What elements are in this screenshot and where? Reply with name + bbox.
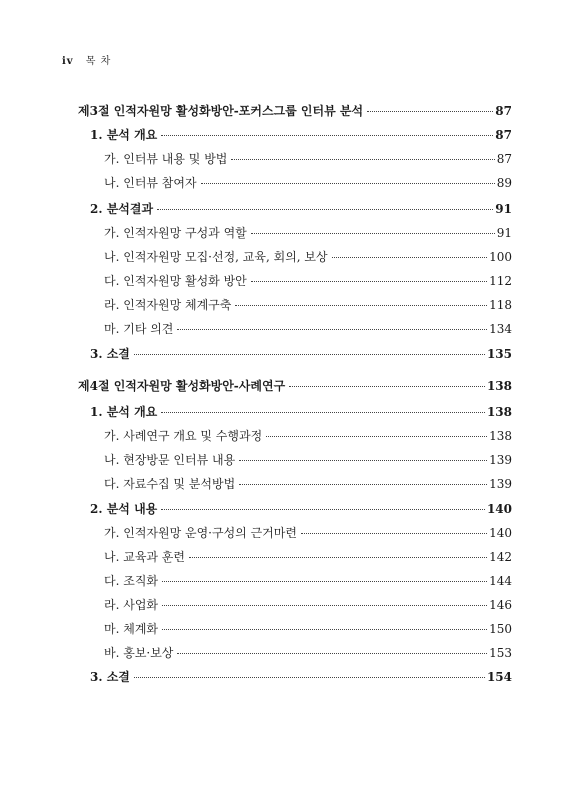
toc-entry-title: 3. 소결: [90, 347, 130, 361]
toc-entry-page: 135: [486, 347, 512, 361]
toc-subsection-3-1-a[interactable]: [104, 151, 512, 167]
toc-entry-title: 라. 인적자원망 체계구축: [104, 298, 232, 312]
toc-section-4-3[interactable]: [90, 669, 512, 685]
toc-entry-page: 87: [495, 104, 512, 118]
toc-entry-title: 나. 교육과 훈련: [104, 550, 185, 564]
toc-entry-title: 제3절 인적자원망 활성화방안-포커스그룹 인터뷰 분석: [78, 104, 364, 118]
toc-entry-page: 118: [489, 298, 512, 312]
toc-entry-page: 89: [496, 176, 512, 190]
toc-section-3-3[interactable]: [90, 346, 512, 362]
toc-entry-title: 제4절 인적자원망 활성화방안-사례연구: [78, 379, 286, 393]
toc-entry-title: 마. 기타 의견: [104, 322, 174, 336]
toc-entry-title: 3. 소결: [90, 670, 130, 684]
dot-leader: [161, 509, 485, 510]
dot-leader: [162, 629, 487, 630]
header-title: 목 차: [85, 56, 112, 67]
toc-subsection-3-2-a[interactable]: [104, 225, 512, 241]
dot-leader: [189, 557, 487, 558]
toc-subsection-3-2-b[interactable]: [104, 249, 512, 265]
running-header: [62, 52, 111, 67]
toc-subsection-4-2-d[interactable]: [104, 597, 512, 613]
dot-leader: [162, 581, 487, 582]
toc-entry-title: 나. 현장방문 인터뷰 내용: [104, 453, 236, 467]
toc-section-3-2[interactable]: [90, 201, 512, 217]
dot-leader: [161, 412, 485, 413]
dot-leader: [134, 677, 485, 678]
toc-entry-page: 138: [486, 405, 512, 419]
toc-entry-title: 가. 인적자원망 운영·구성의 근거마련: [104, 526, 297, 540]
toc-entry-title: 가. 사례연구 개요 및 수행과정: [104, 429, 263, 443]
dot-leader: [367, 111, 493, 112]
dot-leader: [134, 354, 485, 355]
dot-leader: [239, 484, 487, 485]
dot-leader: [162, 605, 487, 606]
dot-leader: [301, 533, 487, 534]
toc-entry-title: 다. 인적자원망 활성화 방안: [104, 274, 247, 288]
toc-entry-page: 112: [489, 274, 512, 288]
toc-entry-title: 다. 조직화: [104, 574, 158, 588]
toc-entry-page: 139: [489, 477, 512, 491]
toc-subsection-4-2-e[interactable]: [104, 621, 512, 637]
toc-entry-page: 153: [489, 646, 512, 660]
toc-entry-page: 150: [489, 622, 512, 636]
dot-leader: [177, 329, 487, 330]
toc-subsection-4-2-f[interactable]: [104, 645, 512, 661]
dot-leader: [251, 233, 495, 234]
toc-subsection-3-2-e[interactable]: [104, 321, 512, 337]
dot-leader: [239, 460, 487, 461]
toc-entry-title: 가. 인터뷰 내용 및 방법: [104, 152, 228, 166]
toc-entry-page: 138: [486, 379, 512, 393]
toc-section-4-2[interactable]: [90, 501, 512, 517]
dot-leader: [266, 436, 487, 437]
dot-leader: [201, 183, 495, 184]
toc-subsection-4-2-a[interactable]: [104, 525, 512, 541]
toc-entry-page: 87: [496, 152, 512, 166]
toc-subsection-4-2-c[interactable]: [104, 573, 512, 589]
toc-subsection-4-1-c[interactable]: [104, 476, 512, 492]
toc-chapter-4[interactable]: [78, 378, 512, 394]
toc-entry-title: 1. 분석 개요: [90, 405, 158, 419]
toc-entry-title: 다. 자료수집 및 분석방법: [104, 477, 236, 491]
toc-entry-page: 91: [496, 226, 512, 240]
toc-entry-title: 2. 분석 내용: [90, 502, 158, 516]
toc-entry-page: 146: [489, 598, 512, 612]
toc-entry-title: 라. 사업화: [104, 598, 158, 612]
toc-entry-title: 1. 분석 개요: [90, 128, 158, 142]
toc-section-4-1[interactable]: [90, 404, 512, 420]
toc-entry-page: 142: [489, 550, 512, 564]
toc-subsection-3-2-d[interactable]: [104, 297, 512, 313]
toc-entry-page: 134: [489, 322, 512, 336]
toc-entry-title: 2. 분석결과: [90, 202, 154, 216]
toc-entry-page: 91: [495, 202, 512, 216]
dot-leader: [161, 135, 493, 136]
toc-subsection-4-1-b[interactable]: [104, 452, 512, 468]
toc-entry-title: 나. 인적자원망 모집·선정, 교육, 회의, 보상: [104, 250, 328, 264]
toc-subsection-3-1-b[interactable]: [104, 175, 512, 191]
dot-leader: [289, 386, 485, 387]
toc-entry-title: 바. 홍보·보상: [104, 646, 174, 660]
dot-leader: [332, 257, 487, 258]
toc-entry-page: 140: [486, 502, 512, 516]
toc-entry-title: 가. 인적자원망 구성과 역할: [104, 226, 247, 240]
toc-entry-page: 87: [495, 128, 512, 142]
dot-leader: [251, 281, 487, 282]
toc-chapter-3[interactable]: [78, 103, 512, 119]
toc-subsection-4-1-a[interactable]: [104, 428, 512, 444]
toc-entry-page: 144: [489, 574, 512, 588]
toc-entry-page: 138: [489, 429, 512, 443]
dot-leader: [177, 653, 487, 654]
dot-leader: [235, 305, 487, 306]
toc-entry-page: 139: [489, 453, 512, 467]
toc-subsection-4-2-b[interactable]: [104, 549, 512, 565]
toc-entry-page: 154: [486, 670, 512, 684]
toc-section-3-1[interactable]: [90, 127, 512, 143]
dot-leader: [231, 159, 494, 160]
toc-entry-page: 100: [489, 250, 512, 264]
toc-entry-title: 마. 체계화: [104, 622, 158, 636]
toc-subsection-3-2-c[interactable]: [104, 273, 512, 289]
toc-entry-title: 나. 인터뷰 참여자: [104, 176, 197, 190]
dot-leader: [157, 209, 493, 210]
toc-entry-page: 140: [489, 526, 512, 540]
header-page-number: iv: [62, 56, 74, 67]
